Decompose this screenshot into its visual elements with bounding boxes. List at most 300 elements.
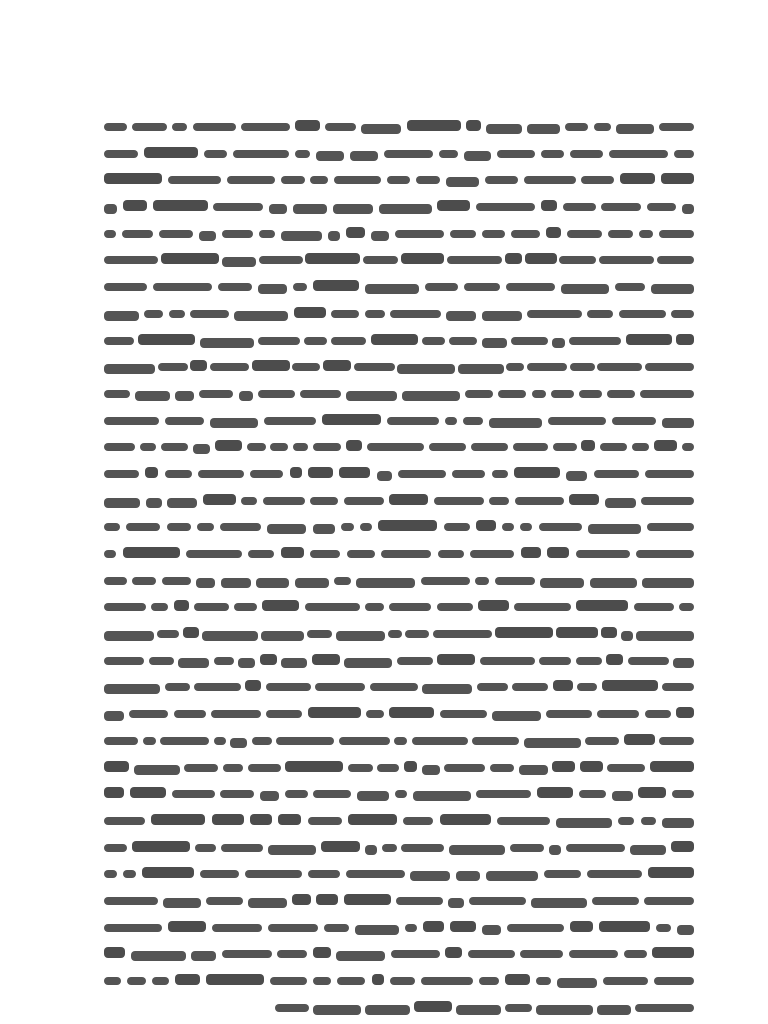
word-mark [407,120,461,131]
word-mark [602,680,658,691]
word-mark [356,578,415,588]
word-mark [174,600,189,611]
word-mark [479,977,499,985]
word-mark [184,764,218,772]
word-mark [448,898,464,908]
word-mark [524,738,581,748]
word-mark [336,631,385,641]
word-mark [565,123,588,131]
word-mark [553,443,577,451]
word-mark [390,977,415,985]
word-mark [295,150,310,158]
word-mark [515,497,564,505]
word-mark [316,894,338,905]
word-mark [285,761,343,772]
word-mark [269,204,287,214]
word-mark [123,870,136,878]
word-mark [161,443,188,451]
word-mark [495,577,535,585]
word-mark [413,791,471,801]
word-mark [367,443,424,451]
word-mark [308,870,340,878]
word-mark [570,150,603,158]
word-mark [223,764,243,772]
word-mark [606,654,623,665]
word-mark [104,364,155,374]
text-line [104,863,694,885]
word-mark [401,253,444,264]
text-line [104,223,694,245]
word-mark [295,578,329,588]
word-mark [397,364,455,374]
word-mark [630,845,666,855]
word-mark [470,550,514,558]
word-mark [456,1005,501,1015]
word-mark [506,363,524,371]
word-mark [336,951,385,961]
word-mark [540,578,584,588]
word-mark [198,470,244,478]
word-mark [293,204,327,214]
word-mark [607,764,645,772]
word-mark [468,950,515,958]
word-mark [245,680,261,691]
word-mark [328,231,340,241]
word-mark [281,176,305,184]
word-mark [673,658,694,668]
word-mark [222,950,272,958]
word-mark [644,897,694,905]
word-mark [662,683,694,691]
word-mark [616,124,654,134]
word-mark [645,710,671,718]
word-mark [278,814,301,825]
text-line [104,943,694,965]
word-mark [304,337,327,345]
word-mark [445,417,457,425]
word-mark [104,924,162,932]
word-mark [331,337,366,345]
word-mark [546,227,561,238]
word-mark [477,683,508,691]
word-mark [104,761,129,772]
word-mark [382,844,397,852]
word-mark [123,200,147,211]
word-mark [539,657,571,665]
word-mark [293,283,307,291]
word-mark [387,417,439,425]
word-mark [521,547,541,558]
word-mark [174,710,206,718]
word-mark [463,417,483,425]
word-mark [310,176,328,184]
word-mark [308,817,342,825]
word-mark [163,898,201,908]
word-mark [561,284,609,294]
word-mark [312,654,340,665]
word-mark [397,657,433,665]
word-mark [559,256,596,264]
word-mark [211,710,261,718]
word-mark [248,550,274,558]
word-mark [258,337,300,345]
word-mark [252,360,290,371]
text-line [104,516,694,538]
word-mark [197,523,214,531]
word-mark [553,680,573,691]
word-mark [377,471,392,481]
word-mark [439,150,458,158]
word-mark [144,310,163,318]
word-mark [250,470,283,478]
word-mark [218,283,252,291]
word-mark [679,603,694,611]
word-mark [264,417,316,425]
word-mark [556,818,612,828]
word-mark [165,417,204,425]
word-mark [344,497,384,505]
word-mark [410,871,450,881]
word-mark [552,338,565,348]
word-mark [347,550,375,558]
word-mark [544,870,581,878]
word-mark [570,921,593,932]
word-mark [372,974,384,985]
word-mark [104,684,160,694]
word-mark [183,627,199,638]
text-line [104,143,694,165]
word-mark [659,737,694,745]
word-mark [659,230,694,238]
word-mark [313,524,335,534]
word-mark [398,470,446,478]
word-mark [355,925,399,935]
word-mark [104,550,116,558]
word-mark [601,203,641,211]
word-mark [579,790,606,798]
word-mark [597,363,642,371]
word-mark [104,230,116,238]
word-mark [608,230,633,238]
word-mark [160,737,209,745]
word-mark [662,418,694,428]
word-mark [104,631,154,641]
word-mark [104,498,140,508]
word-mark [202,631,258,641]
word-mark [421,577,470,585]
word-mark [266,683,311,691]
word-mark [142,867,194,878]
word-mark [597,710,639,718]
word-mark [444,523,470,531]
text-line [104,703,694,725]
word-mark [492,470,508,478]
word-mark [476,790,531,798]
word-mark [132,577,156,585]
word-mark [640,390,694,398]
word-mark [626,334,672,345]
word-mark [677,925,694,935]
word-mark [290,467,302,478]
word-mark [551,390,574,398]
word-mark [570,363,595,371]
word-mark [168,176,221,184]
word-mark [172,790,215,798]
word-mark [276,737,334,745]
word-mark [654,440,677,451]
word-mark [469,897,526,905]
word-mark [261,631,304,641]
word-mark [260,654,277,665]
word-mark [601,627,617,638]
word-mark [220,790,254,798]
word-mark [210,418,258,428]
word-mark [247,443,266,451]
text-line [104,623,694,645]
word-mark [346,440,362,451]
word-mark [401,844,444,852]
word-mark [645,363,694,371]
word-mark [234,311,288,321]
word-mark [519,765,548,775]
word-mark [395,790,407,798]
word-mark [294,307,326,318]
word-mark [175,391,194,401]
word-mark [645,470,694,478]
word-mark [512,683,548,691]
word-mark [221,578,251,588]
word-mark [252,737,272,745]
word-mark [313,790,351,798]
word-mark [490,764,514,772]
word-mark [590,578,637,588]
word-mark [661,173,694,184]
word-mark [199,231,216,241]
word-mark [167,498,197,508]
word-mark [104,123,127,131]
word-mark [377,764,399,772]
word-mark [144,147,198,158]
word-mark [615,283,645,291]
word-mark [365,1005,410,1015]
word-mark [603,977,648,985]
text-line [104,570,694,592]
word-mark [577,683,597,691]
word-mark [566,844,625,852]
word-mark [122,230,153,238]
word-mark [422,684,472,694]
word-mark [465,390,493,398]
word-mark [127,977,146,985]
word-mark [657,256,694,264]
word-mark [447,256,502,264]
word-mark [200,338,254,348]
word-mark [452,470,485,478]
word-mark [641,817,656,825]
word-mark [194,683,241,691]
word-mark [405,924,417,932]
word-mark [277,950,307,958]
word-mark [281,231,322,241]
word-mark [344,658,392,668]
word-mark [434,497,484,505]
word-mark [404,761,417,772]
word-mark [628,657,669,665]
text-line [104,330,694,352]
word-mark [437,200,470,211]
text-line [104,196,694,218]
word-mark [492,711,541,721]
word-mark [466,120,481,131]
text-line [104,783,694,805]
word-mark [444,764,485,772]
word-mark [422,337,445,345]
text-line [104,810,694,832]
word-mark [293,443,308,451]
word-mark [241,497,257,505]
word-mark [104,844,127,852]
word-mark [541,200,557,211]
word-mark [324,924,349,932]
word-mark [532,390,546,398]
word-mark [165,470,192,478]
word-mark [449,337,477,345]
word-mark [104,947,125,958]
word-mark [416,176,440,184]
word-mark [138,334,195,345]
word-mark [104,173,162,184]
word-mark [527,124,560,134]
word-mark [104,283,147,291]
word-mark [569,337,621,345]
word-mark [498,390,526,398]
word-mark [307,630,332,638]
word-mark [489,418,542,428]
word-mark [259,230,275,238]
word-mark [632,443,649,451]
word-mark [537,787,573,798]
word-mark [585,737,619,745]
word-mark [104,256,158,264]
word-mark [331,310,359,318]
word-mark [536,977,551,985]
word-mark [308,707,361,718]
word-mark [505,253,522,264]
word-mark [220,523,261,531]
word-mark [334,176,381,184]
word-mark [429,443,466,451]
word-mark [360,523,372,531]
word-mark [143,737,156,745]
word-mark [482,925,501,935]
text-line [104,543,694,565]
word-mark [587,310,613,318]
word-mark [671,310,694,318]
word-mark [258,390,295,398]
word-mark [548,417,606,425]
word-mark [594,123,611,131]
word-mark [365,284,419,294]
word-mark [256,578,289,588]
word-mark [365,845,377,855]
word-mark [308,467,333,478]
word-mark [639,230,653,238]
text-line [104,410,694,432]
word-mark [671,841,694,852]
word-mark [222,257,256,267]
word-mark [305,603,360,611]
word-mark [313,443,341,451]
word-mark [552,761,575,772]
word-mark [212,814,244,825]
word-mark [104,150,138,158]
word-mark [609,150,668,158]
word-mark [203,494,236,505]
word-mark [520,523,532,531]
word-mark [682,443,694,451]
word-mark [384,150,433,158]
text-line [104,837,694,859]
word-mark [445,947,462,958]
word-mark [157,630,179,638]
word-mark [520,950,563,958]
word-mark [446,177,479,187]
word-mark [674,150,694,158]
word-mark [525,253,557,264]
word-mark [316,151,344,161]
word-mark [482,311,522,321]
word-mark [348,764,373,772]
word-mark [132,841,190,852]
word-mark [104,577,127,585]
word-mark [169,310,185,318]
word-mark [206,974,264,985]
word-mark [566,471,587,481]
word-mark [337,977,365,985]
word-mark [485,176,518,184]
word-mark [549,845,561,855]
word-mark [135,391,170,401]
word-mark [620,173,655,184]
word-mark [495,627,553,638]
text-line [104,463,694,485]
word-mark [576,600,628,611]
word-mark [281,547,304,558]
word-mark [270,443,288,451]
word-mark [270,977,307,985]
text-line [104,383,694,405]
word-mark [151,814,205,825]
word-mark [131,951,186,961]
word-mark [275,1004,309,1012]
word-mark [486,124,522,134]
word-mark [248,764,281,772]
word-mark [599,256,654,264]
word-mark [618,817,634,825]
word-mark [446,311,476,321]
word-mark [200,870,239,878]
word-mark [310,550,340,558]
word-mark [588,524,641,534]
word-mark [371,334,418,345]
word-mark [379,204,432,214]
word-mark [165,683,190,691]
word-mark [576,657,602,665]
word-mark [394,737,407,745]
word-mark [547,547,569,558]
word-mark [321,841,360,852]
word-mark [292,894,311,905]
